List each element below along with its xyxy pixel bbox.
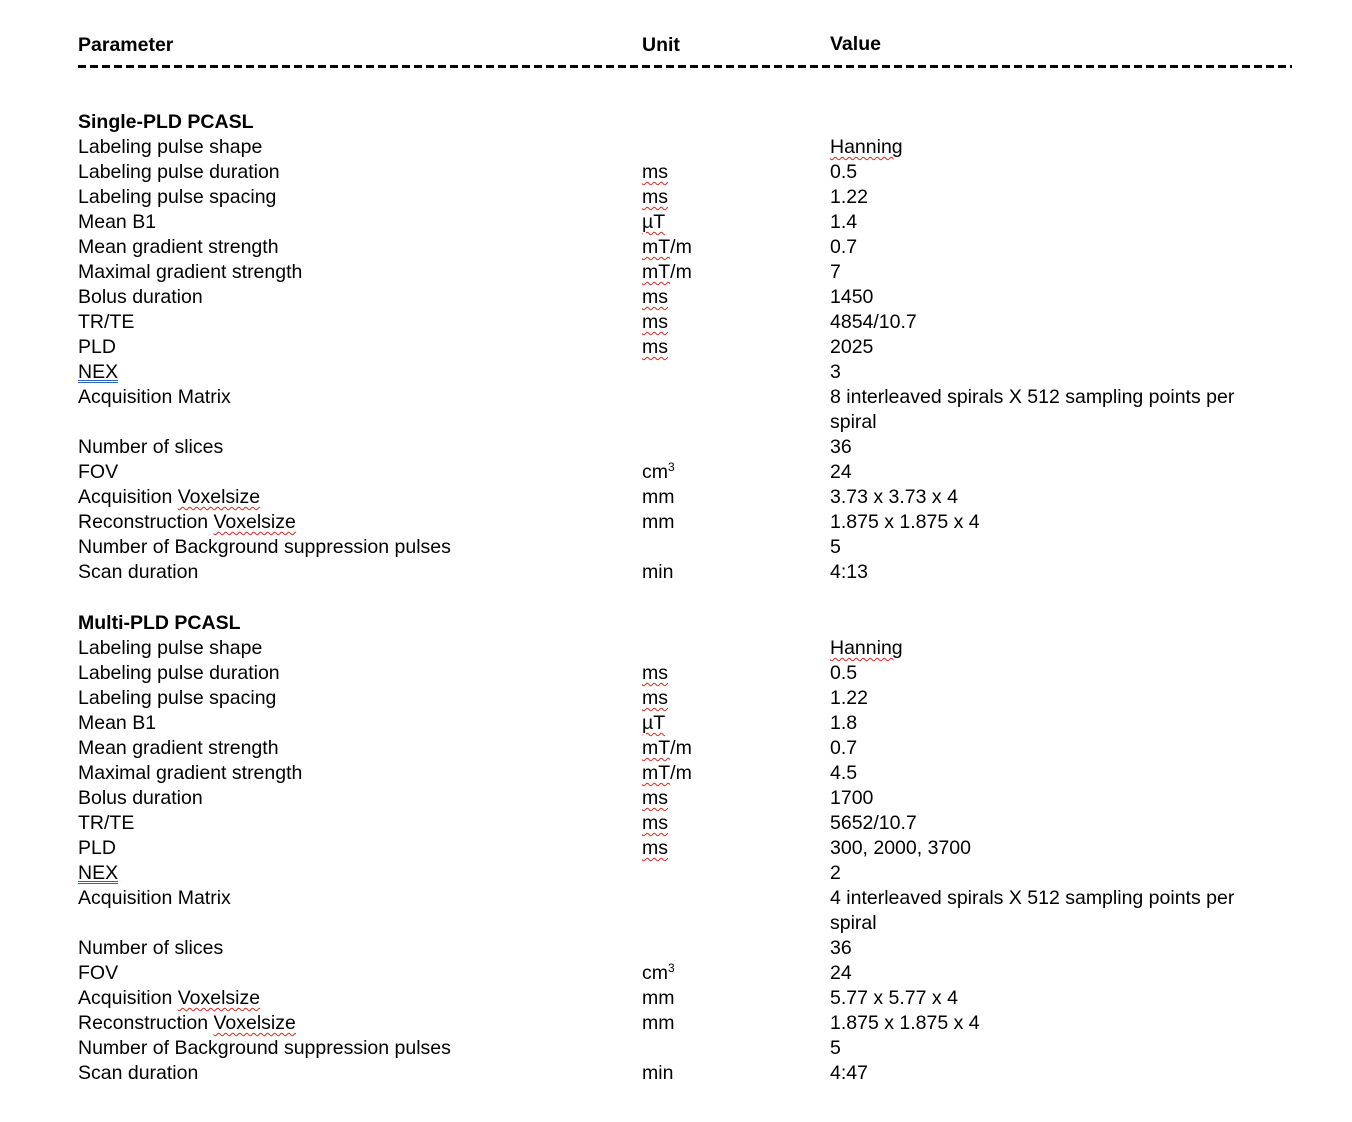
unit-cell — [642, 510, 675, 535]
value-text: 1.22 — [830, 186, 868, 208]
value-cell — [830, 986, 1280, 1011]
unit-cell — [642, 260, 692, 285]
value-text: 1.875 x 1.875 x 4 — [830, 511, 980, 533]
unit-text: ms — [642, 311, 668, 333]
unit-text: ms — [642, 837, 668, 859]
table-row — [78, 335, 1294, 360]
parameter-cell: Mean B1 — [78, 712, 157, 734]
value-text: 0.7 — [830, 737, 858, 759]
parameter-text: Reconstruction — [78, 511, 214, 533]
value-cell — [830, 1011, 1280, 1036]
parameter-cell: Mean B1 — [78, 211, 157, 233]
table-row — [78, 210, 1294, 235]
spellcheck-word: Voxelsize — [177, 987, 261, 1009]
table-row — [78, 661, 1294, 686]
table-row — [78, 510, 1294, 535]
parameter-cell — [78, 485, 260, 510]
header-unit: Unit — [642, 34, 680, 56]
table-row — [78, 485, 1294, 510]
table-row — [78, 686, 1294, 711]
parameter-cell: Labeling pulse duration — [78, 662, 280, 684]
value-text: 4:13 — [830, 561, 868, 583]
value-cell — [830, 335, 1280, 360]
value-cell — [830, 1061, 1280, 1086]
value-text: 300, 2000, 3700 — [830, 837, 971, 859]
value-cell — [830, 886, 1280, 936]
parameter-cell: Maximal gradient strength — [78, 762, 303, 784]
value-text: 1.22 — [830, 687, 868, 709]
value-cell — [830, 260, 1280, 285]
unit-text: min — [642, 1062, 674, 1084]
unit-cell — [642, 686, 668, 711]
value-text: 0.5 — [830, 161, 858, 183]
parameter-cell: Labeling pulse shape — [78, 136, 263, 158]
parameter-cell: PLD — [78, 837, 116, 859]
parameter-text: Acquisition — [78, 987, 178, 1009]
value-text: 4 interleaved spirals X 512 sampling points per spiral — [830, 887, 1235, 934]
unit-cell — [642, 811, 668, 836]
unit-cell — [642, 335, 668, 360]
unit-text: µT — [642, 211, 666, 233]
unit-text: µT — [642, 712, 666, 734]
unit-text: mm — [642, 486, 675, 508]
header-parameter: Parameter — [78, 34, 174, 56]
unit-text: min — [642, 561, 674, 583]
table-header — [78, 32, 1294, 58]
unit-cell — [642, 986, 675, 1011]
value-cell — [830, 560, 1280, 585]
table-row — [78, 1061, 1294, 1086]
unit-cell — [642, 1011, 675, 1036]
value-cell — [830, 836, 1280, 861]
value-text: 4854/10.7 — [830, 311, 917, 333]
parameter-cell: Acquisition Matrix — [78, 887, 231, 909]
table-row — [78, 636, 1294, 661]
unit-text: cm — [642, 962, 668, 984]
parameter-cell: FOV — [78, 461, 119, 483]
value-text: 0.7 — [830, 236, 858, 258]
value-text: 1.8 — [830, 712, 858, 734]
table-row — [78, 1036, 1294, 1061]
unit-cell — [642, 160, 668, 185]
unit-text: ms — [642, 286, 668, 308]
value-text: 5.77 x 5.77 x 4 — [830, 987, 958, 1009]
unit-superscript: 3 — [668, 961, 675, 975]
unit-cell — [642, 210, 665, 235]
table-row — [78, 886, 1294, 936]
unit-text: mT/m — [642, 762, 692, 784]
section-multi-pld — [78, 611, 1294, 1086]
table-row — [78, 560, 1294, 585]
parameter-cell — [78, 360, 173, 385]
value-text: 5652/10.7 — [830, 812, 917, 834]
value-text: 1450 — [830, 286, 874, 308]
unit-cell — [642, 185, 668, 210]
table-row — [78, 310, 1294, 335]
value-cell — [830, 210, 1280, 235]
unit-cell — [642, 761, 692, 786]
table-row — [78, 135, 1294, 160]
section-title: Single-PLD PCASL — [78, 111, 254, 133]
spellcheck-word: mT — [642, 762, 671, 784]
value-text: 8 interleaved spirals X 512 sampling points per spiral — [830, 386, 1235, 433]
table-row — [78, 861, 1294, 886]
value-text: 4.5 — [830, 762, 858, 784]
value-cell — [830, 786, 1280, 811]
value-cell — [830, 1036, 1280, 1061]
value-cell — [830, 936, 1280, 961]
value-cell — [830, 135, 1280, 160]
spellcheck-word: mT — [642, 261, 671, 283]
unit-superscript: 3 — [668, 460, 675, 474]
table-row — [78, 260, 1294, 285]
value-text: Hanning — [830, 637, 903, 659]
value-cell — [830, 535, 1280, 560]
table-row — [78, 435, 1294, 460]
value-text: 5 — [830, 536, 841, 558]
table-row — [78, 1011, 1294, 1036]
value-cell — [830, 235, 1280, 260]
spellcheck-word: Voxelsize — [213, 1012, 296, 1034]
parameter-cell: Bolus duration — [78, 787, 203, 809]
parameter-cell: Mean gradient strength — [78, 737, 279, 759]
parameter-cell: FOV — [78, 962, 119, 984]
parameter-cell: Acquisition Matrix — [78, 386, 231, 408]
value-cell — [830, 285, 1280, 310]
table-row — [78, 786, 1294, 811]
unit-cell — [642, 786, 668, 811]
value-cell — [830, 435, 1280, 460]
value-cell — [830, 661, 1280, 686]
unit-text: cm — [642, 461, 668, 483]
value-text: 36 — [830, 937, 852, 959]
section-single-pld — [78, 110, 1294, 585]
unit-text: mT/m — [642, 737, 692, 759]
value-text: 0.5 — [830, 662, 858, 684]
unit-text: mT/m — [642, 236, 692, 258]
value-text: 2 — [830, 862, 841, 884]
unit-text: ms — [642, 662, 668, 684]
unit-text: ms — [642, 787, 668, 809]
value-cell — [830, 460, 1280, 485]
table-row — [78, 811, 1294, 836]
value-text: 36 — [830, 436, 852, 458]
value-text: 3 — [830, 361, 841, 383]
value-text: 3.73 x 3.73 x 4 — [830, 486, 958, 508]
value-cell — [830, 736, 1280, 761]
parameter-cell: Number of Background suppression pulses — [78, 536, 451, 558]
table-row — [78, 185, 1294, 210]
parameter-text: Reconstruction — [78, 1012, 214, 1034]
parameter-text: Acquisition — [78, 486, 178, 508]
table-row — [78, 385, 1294, 435]
value-text: 5 — [830, 1037, 841, 1059]
header-value: Value — [830, 33, 881, 55]
value-cell — [830, 510, 1280, 535]
dashed-divider — [78, 60, 1292, 72]
unit-cell — [642, 1061, 673, 1086]
parameter-cell: Bolus duration — [78, 286, 203, 308]
parameter-cell: Scan duration — [78, 561, 199, 583]
parameter-cell: Labeling pulse spacing — [78, 186, 277, 208]
parameter-cell — [78, 1011, 296, 1036]
unit-text: mm — [642, 511, 675, 533]
parameter-cell: Scan duration — [78, 1062, 199, 1084]
unit-text: ms — [642, 336, 668, 358]
value-text: 7 — [830, 261, 841, 283]
unit-cell — [642, 961, 675, 986]
table-row — [78, 360, 1294, 385]
table-row — [78, 535, 1294, 560]
parameter-cell: Labeling pulse shape — [78, 637, 263, 659]
parameter-cell — [78, 986, 260, 1011]
value-text: Hanning — [830, 136, 903, 158]
value-cell — [830, 636, 1280, 661]
table-row — [78, 961, 1294, 986]
parameter-cell: Maximal gradient strength — [78, 261, 303, 283]
value-cell — [830, 185, 1280, 210]
unit-text: ms — [642, 161, 668, 183]
table-row — [78, 235, 1294, 260]
table-row — [78, 285, 1294, 310]
unit-cell — [642, 560, 673, 585]
unit-cell — [642, 460, 675, 485]
value-cell — [830, 160, 1280, 185]
unit-text: ms — [642, 687, 668, 709]
unit-cell — [642, 661, 668, 686]
parameter-cell — [78, 861, 173, 886]
parameter-cell: Number of slices — [78, 436, 224, 458]
spellcheck-word: mT — [642, 236, 671, 258]
parameter-cell: Mean gradient strength — [78, 236, 279, 258]
grammar-flag-word: NEX — [78, 361, 119, 383]
grammar-flag-word: NEX — [78, 862, 119, 884]
table-row — [78, 761, 1294, 786]
value-text: 1.4 — [830, 211, 858, 233]
parameter-cell: Labeling pulse spacing — [78, 687, 277, 709]
table-row — [78, 986, 1294, 1011]
table-row — [78, 160, 1294, 185]
document-page — [78, 32, 1294, 1086]
section-title: Multi-PLD PCASL — [78, 612, 241, 634]
parameter-cell: TR/TE — [78, 812, 135, 834]
value-cell — [830, 385, 1280, 435]
spellcheck-word: Voxelsize — [177, 486, 261, 508]
value-cell — [830, 485, 1280, 510]
unit-cell — [642, 310, 668, 335]
value-cell — [830, 861, 1280, 886]
unit-cell — [642, 711, 665, 736]
table-row — [78, 736, 1294, 761]
unit-text: mm — [642, 987, 675, 1009]
unit-cell — [642, 285, 668, 310]
unit-text: mm — [642, 1012, 675, 1034]
value-cell — [830, 686, 1280, 711]
parameter-cell: TR/TE — [78, 311, 135, 333]
unit-cell — [642, 485, 675, 510]
parameter-cell — [78, 510, 296, 535]
value-text: 1700 — [830, 787, 874, 809]
value-cell — [830, 360, 1280, 385]
parameter-cell: Labeling pulse duration — [78, 161, 280, 183]
value-text: 24 — [830, 461, 852, 483]
value-cell — [830, 711, 1280, 736]
unit-text: ms — [642, 812, 668, 834]
value-cell — [830, 310, 1280, 335]
value-text: 24 — [830, 962, 852, 984]
unit-text: ms — [642, 186, 668, 208]
value-text: 4:47 — [830, 1062, 868, 1084]
unit-cell — [642, 836, 668, 861]
table-row — [78, 836, 1294, 861]
parameter-cell: Number of slices — [78, 937, 224, 959]
spellcheck-word: Voxelsize — [213, 511, 296, 533]
value-text: 1.875 x 1.875 x 4 — [830, 1012, 980, 1034]
parameter-cell: PLD — [78, 336, 116, 358]
table-row — [78, 936, 1294, 961]
table-row — [78, 460, 1294, 485]
value-cell — [830, 811, 1280, 836]
value-cell — [830, 961, 1280, 986]
unit-cell — [642, 736, 692, 761]
parameter-cell: Number of Background suppression pulses — [78, 1037, 451, 1059]
value-cell — [830, 761, 1280, 786]
unit-cell — [642, 235, 692, 260]
unit-text: mT/m — [642, 261, 692, 283]
value-text: 2025 — [830, 336, 874, 358]
table-row — [78, 711, 1294, 736]
spellcheck-word: mT — [642, 737, 671, 759]
